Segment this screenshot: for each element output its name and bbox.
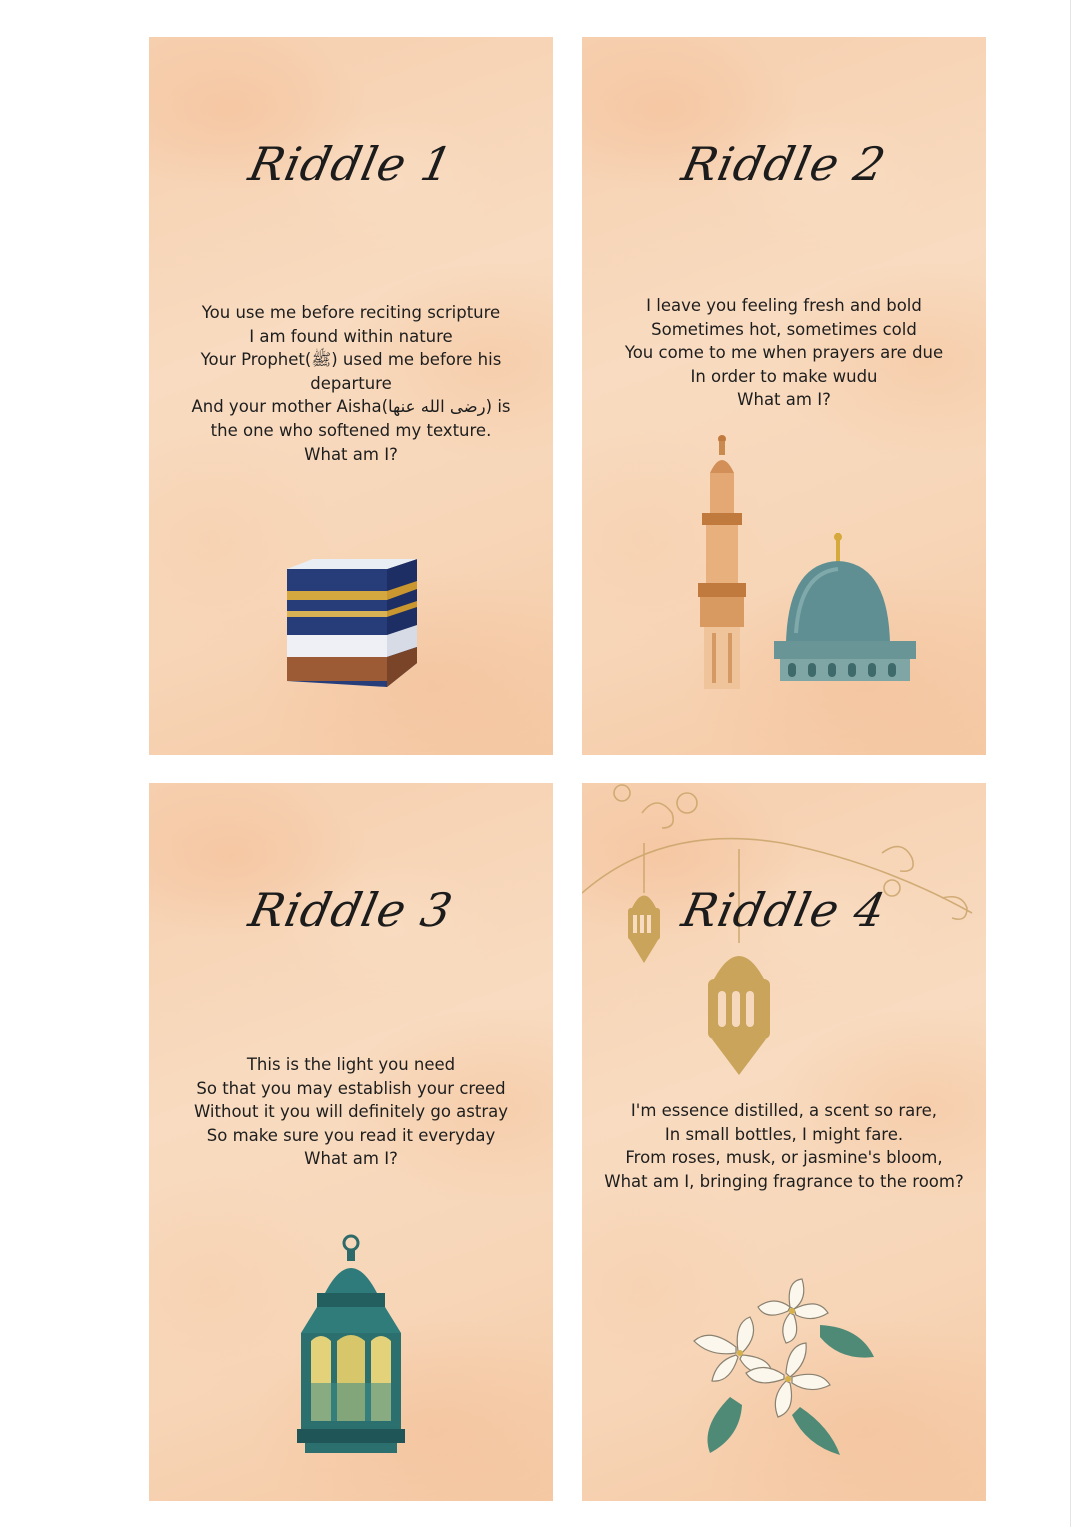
riddle-line: Your Prophet(ﷺ) used me before his bbox=[200, 350, 502, 370]
riddle-line: Sometimes hot, sometimes cold bbox=[651, 319, 917, 339]
riddle-title: Riddle 4 bbox=[677, 883, 891, 937]
riddle-line: So make sure you read it everyday bbox=[206, 1125, 496, 1145]
riddle-title: Riddle 1 bbox=[244, 137, 458, 191]
riddle-text bbox=[149, 301, 553, 466]
riddle-line: the one who softened my texture. bbox=[210, 420, 492, 440]
riddle-line: In order to make wudu bbox=[690, 366, 878, 386]
riddle-line: And your mother Aisha(رضى الله عنها) is bbox=[191, 397, 511, 417]
riddle-text bbox=[149, 1053, 553, 1171]
riddle-line: I am found within nature bbox=[249, 326, 453, 346]
riddle-text bbox=[582, 1099, 986, 1193]
riddle-line: You use me before reciting scripture bbox=[201, 303, 501, 322]
riddle-card-2 bbox=[582, 37, 986, 755]
riddle-line: In small bottles, I might fare. bbox=[664, 1124, 904, 1144]
riddle-line: So that you may establish your creed bbox=[196, 1078, 506, 1098]
lantern-icon bbox=[297, 1233, 405, 1455]
riddle-line: What am I? bbox=[304, 444, 398, 464]
riddle-text bbox=[582, 294, 986, 412]
riddle-line: This is the light you need bbox=[246, 1055, 456, 1074]
riddle-line: From roses, musk, or jasmine's bloom, bbox=[625, 1148, 943, 1168]
riddle-card-3 bbox=[149, 783, 553, 1501]
jasmine-flower-icon bbox=[690, 1277, 876, 1457]
riddle-line: Without it you will definitely go astray bbox=[193, 1102, 508, 1122]
riddle-card-1 bbox=[149, 37, 553, 755]
riddle-title: Riddle 2 bbox=[677, 137, 891, 191]
mosque-minaret-dome-icon bbox=[690, 433, 916, 689]
riddle-title: Riddle 3 bbox=[244, 883, 458, 937]
riddle-line: What am I, bringing fragrance to the room? bbox=[604, 1171, 964, 1191]
kaaba-icon bbox=[283, 555, 419, 689]
riddle-line: I'm essence distilled, a scent so rare, bbox=[630, 1101, 938, 1120]
riddle-line: You come to me when prayers are due bbox=[624, 343, 944, 363]
riddle-line: departure bbox=[310, 373, 392, 393]
page-edge-divider bbox=[1070, 0, 1071, 1527]
riddle-card-4 bbox=[582, 783, 986, 1501]
riddle-line: I leave you feeling fresh and bold bbox=[646, 296, 922, 315]
riddle-line: What am I? bbox=[737, 390, 831, 410]
riddle-line: What am I? bbox=[304, 1149, 398, 1169]
